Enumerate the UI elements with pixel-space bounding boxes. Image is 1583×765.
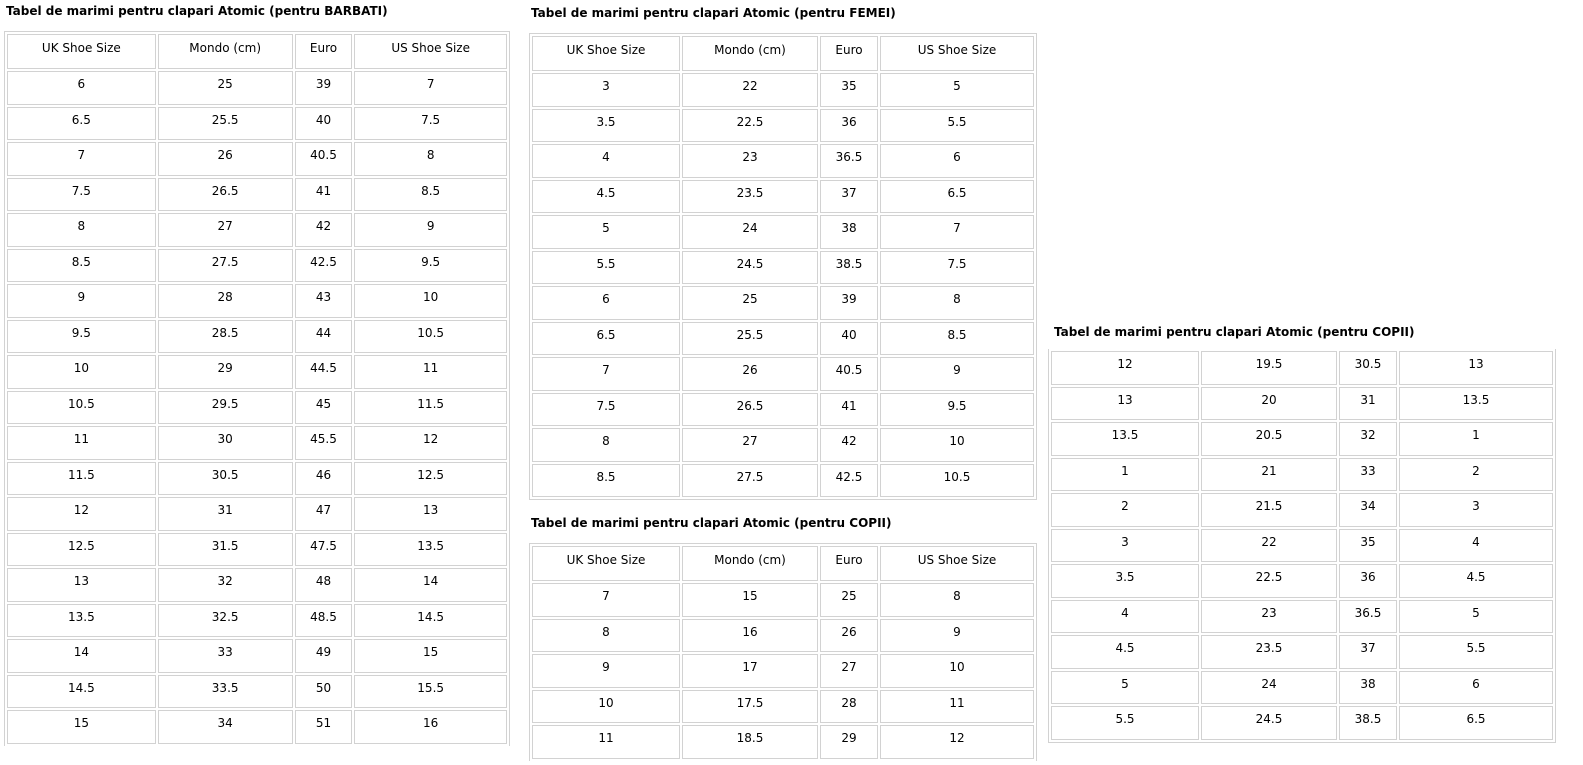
- table-row: [7, 639, 507, 673]
- table-cell: 25.5: [682, 322, 818, 356]
- column-header: US Shoe Size: [354, 34, 507, 69]
- table-cell: 12: [1051, 351, 1199, 385]
- table-cell: 1: [1051, 458, 1199, 492]
- table-row: [7, 604, 507, 638]
- table-cell: 10: [354, 284, 507, 318]
- table-cell: 47: [295, 497, 353, 531]
- table-row: [532, 144, 1034, 178]
- table-cell: 33.5: [158, 675, 293, 709]
- column-header: Euro: [820, 36, 878, 71]
- table-cell: 30.5: [158, 462, 293, 496]
- table-cell: 20.5: [1201, 422, 1337, 456]
- table-cell: 7.5: [7, 178, 156, 212]
- table-cell: 4.5: [532, 180, 680, 214]
- column-header: UK Shoe Size: [532, 36, 680, 71]
- table-row: [532, 180, 1034, 214]
- table-cell: 10: [7, 355, 156, 389]
- table-cell: 3.5: [1051, 564, 1199, 598]
- table-row: [1051, 422, 1553, 456]
- size-table-copii: [529, 543, 1037, 761]
- table-cell: 4.5: [1399, 564, 1553, 598]
- table-cell: 8.5: [7, 249, 156, 283]
- table-cell: 13.5: [7, 604, 156, 638]
- table-cell: 17: [682, 654, 818, 688]
- table-cell: 8: [532, 428, 680, 462]
- table-cell: 40: [295, 107, 353, 141]
- table-cell: 13: [7, 568, 156, 602]
- table-cell: 3: [1051, 529, 1199, 563]
- table-cell: 5.5: [1051, 706, 1199, 740]
- table-cell: 6.5: [532, 322, 680, 356]
- table-header-row: [7, 34, 507, 69]
- table-cell: 23: [1201, 600, 1337, 634]
- table-title-copii-continued: Tabel de marimi pentru clapari Atomic (pentru COPII): [1054, 325, 1415, 339]
- table-row: [532, 109, 1034, 143]
- table-cell: 5: [532, 215, 680, 249]
- table-cell: 25: [820, 583, 878, 617]
- table-cell: 9: [354, 213, 507, 247]
- table-row: [1051, 493, 1553, 527]
- table-row: [532, 428, 1034, 462]
- table-cell: 41: [820, 393, 878, 427]
- table-cell: 39: [820, 286, 878, 320]
- table-cell: 37: [1339, 635, 1397, 669]
- table-cell: 36: [820, 109, 878, 143]
- table-cell: 15: [354, 639, 507, 673]
- table-cell: 29: [158, 355, 293, 389]
- table-row: [7, 320, 507, 354]
- table-cell: 7.5: [880, 251, 1034, 285]
- table-cell: 13.5: [354, 533, 507, 567]
- table-cell: 10.5: [354, 320, 507, 354]
- column-header: US Shoe Size: [880, 546, 1034, 581]
- table-cell: 1: [1399, 422, 1553, 456]
- table-cell: 5: [1399, 600, 1553, 634]
- table-cell: 15.5: [354, 675, 507, 709]
- table-cell: 44.5: [295, 355, 353, 389]
- table-cell: 17.5: [682, 690, 818, 724]
- column-header: US Shoe Size: [880, 36, 1034, 71]
- table-row: [7, 107, 507, 141]
- table-cell: 10: [880, 654, 1034, 688]
- table-cell: 28.5: [158, 320, 293, 354]
- table-cell: 8: [880, 583, 1034, 617]
- table-cell: 47.5: [295, 533, 353, 567]
- table-cell: 28: [158, 284, 293, 318]
- table-row: [532, 73, 1034, 107]
- table-cell: 50: [295, 675, 353, 709]
- table-cell: 7: [532, 357, 680, 391]
- table-cell: 15: [7, 710, 156, 744]
- table-cell: 26.5: [682, 393, 818, 427]
- table-row: [532, 322, 1034, 356]
- table-cell: 35: [820, 73, 878, 107]
- table-cell: 40.5: [820, 357, 878, 391]
- table-cell: 35: [1339, 529, 1397, 563]
- table-cell: 12: [7, 497, 156, 531]
- table-cell: 12.5: [7, 533, 156, 567]
- table-cell: 21: [1201, 458, 1337, 492]
- column-header: Euro: [820, 546, 878, 581]
- table-row: [532, 215, 1034, 249]
- table-cell: 40.5: [295, 142, 353, 176]
- table-row: [1051, 706, 1553, 740]
- table-cell: 34: [1339, 493, 1397, 527]
- table-cell: 29: [820, 725, 878, 759]
- table-cell: 6: [880, 144, 1034, 178]
- table-cell: 31: [158, 497, 293, 531]
- table-row: [1051, 387, 1553, 421]
- table-cell: 22.5: [1201, 564, 1337, 598]
- table-cell: 24.5: [682, 251, 818, 285]
- table-cell: 3: [1399, 493, 1553, 527]
- table-cell: 10.5: [880, 464, 1034, 498]
- table-row: [7, 462, 507, 496]
- table-cell: 11: [532, 725, 680, 759]
- table-row: [1051, 600, 1553, 634]
- table-cell: 6: [1399, 671, 1553, 705]
- table-cell: 38.5: [1339, 706, 1397, 740]
- table-row: [7, 142, 507, 176]
- table-cell: 7.5: [354, 107, 507, 141]
- table-cell: 22: [1201, 529, 1337, 563]
- table-cell: 51: [295, 710, 353, 744]
- column-header: UK Shoe Size: [7, 34, 156, 69]
- table-row: [532, 286, 1034, 320]
- table-cell: 36: [1339, 564, 1397, 598]
- table-cell: 9.5: [7, 320, 156, 354]
- table-cell: 6.5: [1399, 706, 1553, 740]
- table-row: [532, 464, 1034, 498]
- table-cell: 12.5: [354, 462, 507, 496]
- table-cell: 45: [295, 391, 353, 425]
- column-header: Euro: [295, 34, 353, 69]
- table-cell: 38: [1339, 671, 1397, 705]
- table-cell: 5.5: [1399, 635, 1553, 669]
- table-cell: 41: [295, 178, 353, 212]
- table-cell: 8: [880, 286, 1034, 320]
- table-cell: 13: [1051, 387, 1199, 421]
- table-row: [532, 393, 1034, 427]
- table-row: [7, 675, 507, 709]
- size-table-femei: [529, 33, 1037, 500]
- table-cell: 9: [880, 357, 1034, 391]
- table-cell: 9.5: [354, 249, 507, 283]
- table-cell: 11.5: [354, 391, 507, 425]
- table-cell: 13: [1399, 351, 1553, 385]
- table-cell: 7: [354, 71, 507, 105]
- table-cell: 5: [880, 73, 1034, 107]
- table-cell: 19.5: [1201, 351, 1337, 385]
- table-cell: 26.5: [158, 178, 293, 212]
- table-cell: 38: [820, 215, 878, 249]
- table-title-barbati: Tabel de marimi pentru clapari Atomic (pentru BARBATI): [6, 4, 388, 18]
- table-cell: 5.5: [532, 251, 680, 285]
- table-cell: 16: [682, 619, 818, 653]
- table-cell: 11: [7, 426, 156, 460]
- table-cell: 13.5: [1399, 387, 1553, 421]
- table-cell: 16: [354, 710, 507, 744]
- table-cell: 49: [295, 639, 353, 673]
- table-cell: 48: [295, 568, 353, 602]
- table-cell: 10: [532, 690, 680, 724]
- table-cell: 33: [1339, 458, 1397, 492]
- table-cell: 3: [532, 73, 680, 107]
- table-cell: 9: [7, 284, 156, 318]
- table-row: [1051, 351, 1553, 385]
- table-cell: 23: [682, 144, 818, 178]
- table-cell: 27: [682, 428, 818, 462]
- table-row: [532, 357, 1034, 391]
- table-cell: 2: [1399, 458, 1553, 492]
- table-cell: 31.5: [158, 533, 293, 567]
- size-table-barbati: [4, 31, 510, 746]
- table-cell: 24: [1201, 671, 1337, 705]
- table-cell: 14: [7, 639, 156, 673]
- table-row: [532, 654, 1034, 688]
- table-cell: 42: [295, 213, 353, 247]
- table-cell: 36.5: [820, 144, 878, 178]
- table-cell: 9.5: [880, 393, 1034, 427]
- table-row: [7, 284, 507, 318]
- table-cell: 4.5: [1051, 635, 1199, 669]
- table-cell: 30: [158, 426, 293, 460]
- table-cell: 12: [880, 725, 1034, 759]
- table-cell: 42.5: [820, 464, 878, 498]
- table-cell: 43: [295, 284, 353, 318]
- table-cell: 8.5: [354, 178, 507, 212]
- table-row: [532, 619, 1034, 653]
- table-title-femei: Tabel de marimi pentru clapari Atomic (pentru FEMEI): [531, 6, 896, 20]
- table-cell: 9: [532, 654, 680, 688]
- table-cell: 22: [682, 73, 818, 107]
- table-cell: 6.5: [7, 107, 156, 141]
- table-row: [7, 426, 507, 460]
- table-cell: 26: [682, 357, 818, 391]
- table-cell: 9: [880, 619, 1034, 653]
- table-cell: 32.5: [158, 604, 293, 638]
- table-row: [532, 251, 1034, 285]
- table-cell: 36.5: [1339, 600, 1397, 634]
- table-cell: 39: [295, 71, 353, 105]
- table-cell: 28: [820, 690, 878, 724]
- table-cell: 26: [820, 619, 878, 653]
- table-cell: 8: [354, 142, 507, 176]
- table-row: [7, 355, 507, 389]
- table-row: [1051, 671, 1553, 705]
- table-row: [7, 533, 507, 567]
- table-cell: 48.5: [295, 604, 353, 638]
- table-cell: 27: [820, 654, 878, 688]
- table-cell: 12: [354, 426, 507, 460]
- table-cell: 38.5: [820, 251, 878, 285]
- table-cell: 14: [354, 568, 507, 602]
- table-cell: 25: [158, 71, 293, 105]
- table-row: [1051, 458, 1553, 492]
- table-cell: 27.5: [158, 249, 293, 283]
- table-cell: 45.5: [295, 426, 353, 460]
- table-cell: 23.5: [682, 180, 818, 214]
- table-cell: 6: [532, 286, 680, 320]
- table-cell: 34: [158, 710, 293, 744]
- table-cell: 11: [880, 690, 1034, 724]
- table-cell: 40: [820, 322, 878, 356]
- table-cell: 22.5: [682, 109, 818, 143]
- table-row: [1051, 635, 1553, 669]
- table-cell: 6: [7, 71, 156, 105]
- table-cell: 8: [7, 213, 156, 247]
- table-cell: 2: [1051, 493, 1199, 527]
- table-row: [7, 71, 507, 105]
- table-cell: 29.5: [158, 391, 293, 425]
- table-header-row: [532, 36, 1034, 71]
- table-cell: 10.5: [7, 391, 156, 425]
- table-cell: 3.5: [532, 109, 680, 143]
- table-cell: 8.5: [880, 322, 1034, 356]
- table-row: [7, 710, 507, 744]
- column-header: UK Shoe Size: [532, 546, 680, 581]
- table-cell: 18.5: [682, 725, 818, 759]
- table-cell: 33: [158, 639, 293, 673]
- table-cell: 42: [820, 428, 878, 462]
- table-cell: 24.5: [1201, 706, 1337, 740]
- table-cell: 42.5: [295, 249, 353, 283]
- table-row: [7, 391, 507, 425]
- table-cell: 37: [820, 180, 878, 214]
- table-cell: 44: [295, 320, 353, 354]
- table-cell: 32: [158, 568, 293, 602]
- table-cell: 23.5: [1201, 635, 1337, 669]
- table-cell: 11.5: [7, 462, 156, 496]
- table-cell: 5.5: [880, 109, 1034, 143]
- table-cell: 7.5: [532, 393, 680, 427]
- table-cell: 46: [295, 462, 353, 496]
- table-cell: 8.5: [532, 464, 680, 498]
- table-cell: 25.5: [158, 107, 293, 141]
- table-cell: 4: [532, 144, 680, 178]
- table-cell: 15: [682, 583, 818, 617]
- table-cell: 8: [532, 619, 680, 653]
- table-cell: 4: [1399, 529, 1553, 563]
- table-cell: 7: [7, 142, 156, 176]
- table-cell: 20: [1201, 387, 1337, 421]
- table-cell: 11: [354, 355, 507, 389]
- column-header: Mondo (cm): [682, 36, 818, 71]
- table-cell: 24: [682, 215, 818, 249]
- table-cell: 14.5: [354, 604, 507, 638]
- table-cell: 7: [880, 215, 1034, 249]
- table-header-row: [532, 546, 1034, 581]
- table-row: [7, 568, 507, 602]
- table-cell: 25: [682, 286, 818, 320]
- table-row: [7, 249, 507, 283]
- table-title-copii: Tabel de marimi pentru clapari Atomic (pentru COPII): [531, 516, 892, 530]
- column-header: Mondo (cm): [158, 34, 293, 69]
- table-cell: 26: [158, 142, 293, 176]
- table-cell: 5: [1051, 671, 1199, 705]
- table-row: [1051, 529, 1553, 563]
- table-cell: 4: [1051, 600, 1199, 634]
- table-cell: 13.5: [1051, 422, 1199, 456]
- table-cell: 27.5: [682, 464, 818, 498]
- table-row: [7, 178, 507, 212]
- table-row: [532, 690, 1034, 724]
- table-row: [1051, 564, 1553, 598]
- table-cell: 30.5: [1339, 351, 1397, 385]
- table-row: [7, 497, 507, 531]
- table-cell: 21.5: [1201, 493, 1337, 527]
- table-cell: 27: [158, 213, 293, 247]
- table-cell: 32: [1339, 422, 1397, 456]
- table-row: [532, 583, 1034, 617]
- table-cell: 7: [532, 583, 680, 617]
- size-table-copii-continued: [1048, 349, 1556, 743]
- table-row: [7, 213, 507, 247]
- table-cell: 6.5: [880, 180, 1034, 214]
- table-cell: 10: [880, 428, 1034, 462]
- table-cell: 31: [1339, 387, 1397, 421]
- column-header: Mondo (cm): [682, 546, 818, 581]
- table-cell: 14.5: [7, 675, 156, 709]
- table-row: [532, 725, 1034, 759]
- table-cell: 13: [354, 497, 507, 531]
